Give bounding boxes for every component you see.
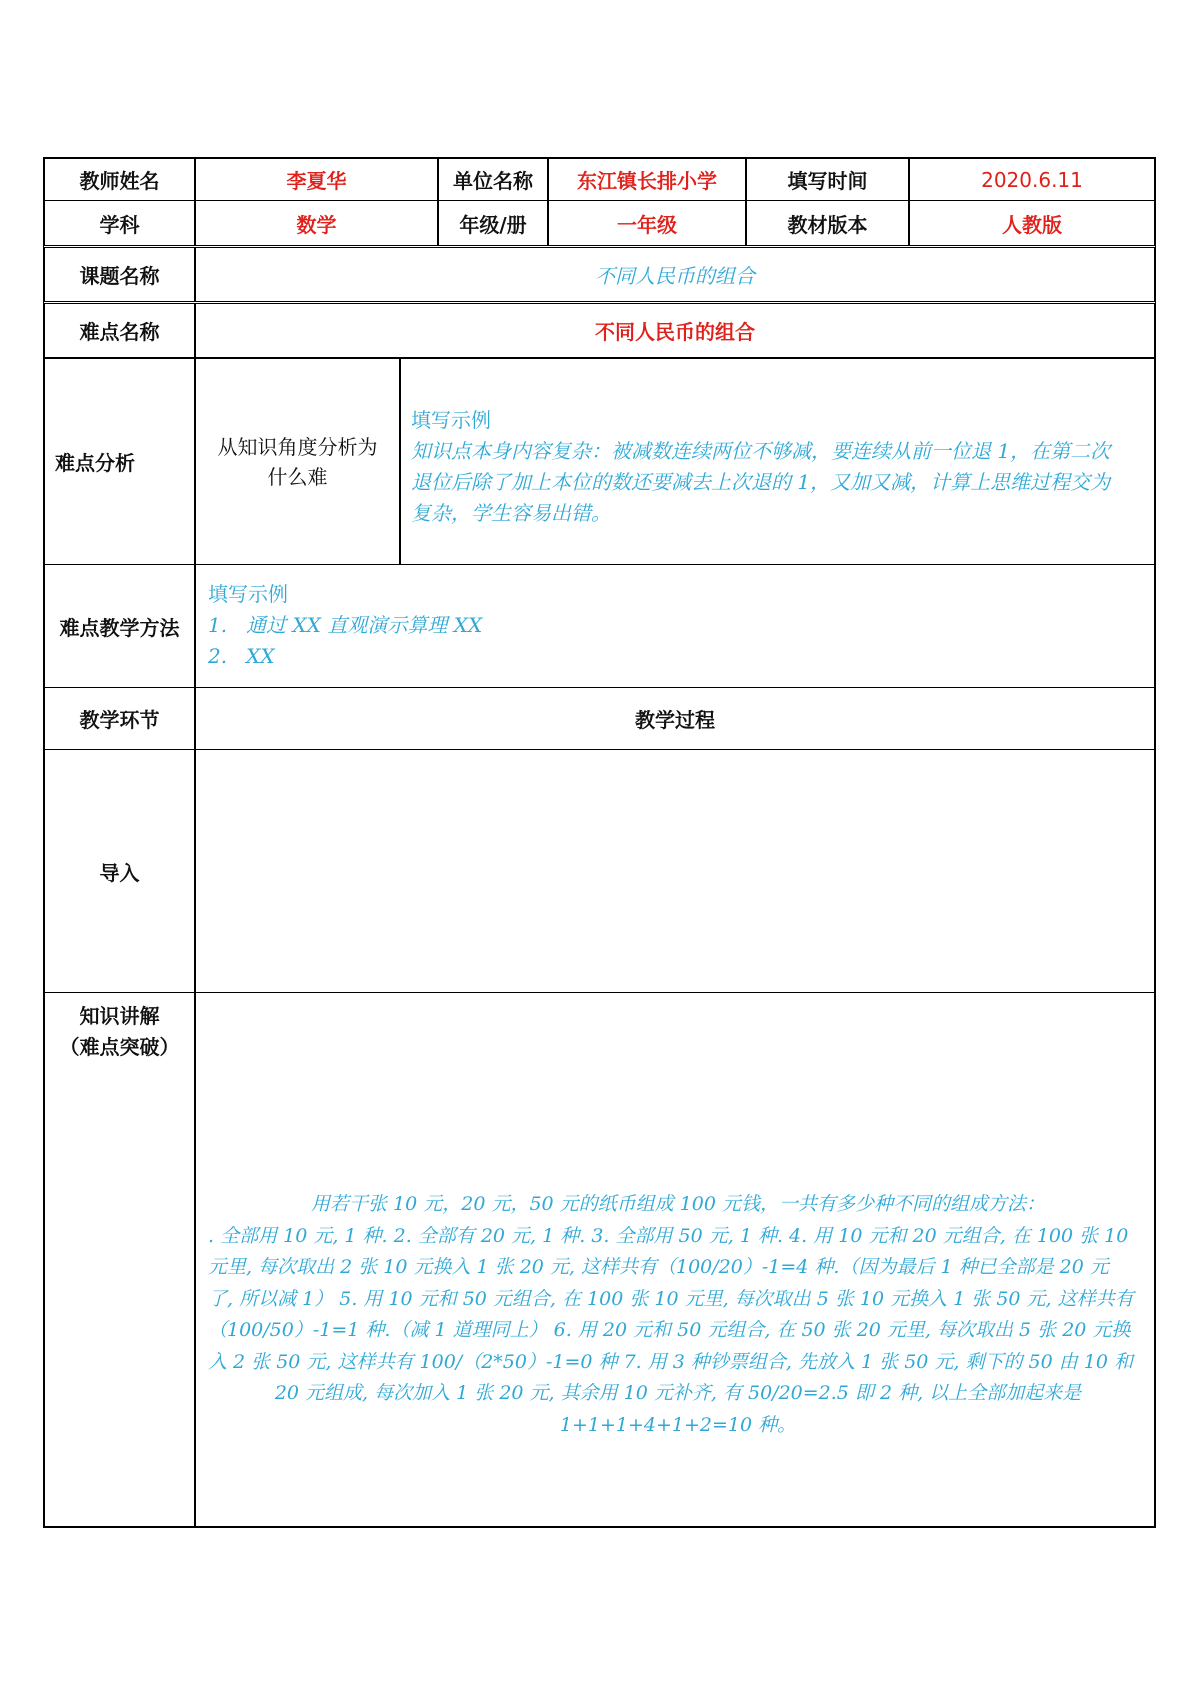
- analysis-line-1: 知识点本身内容复杂：被减数连续两位不够减，要连续从前一位退 1，在第二次: [411, 439, 1111, 463]
- analysis-line-3: 复杂，学生容易出错。: [411, 501, 611, 525]
- method-item-2: 2. XX: [208, 644, 275, 668]
- knowledge-line-2: . 全部用 10 元, 1 种. 2. 全部有 20 元, 1 种. 3. 全部用 50 元, 1 种. 4. 用 10 元和 20 元组合, 在 100 张 10: [208, 1224, 1129, 1247]
- grade-label: 年级/册: [459, 212, 527, 237]
- intro-row: [43, 749, 1156, 992]
- info-row-2: [43, 200, 1156, 245]
- topic-value: 不同人民币的组合: [595, 264, 755, 288]
- grade-value: 一年级: [617, 212, 677, 237]
- difficulty-row: [43, 301, 1156, 357]
- analysis-row: [43, 357, 1156, 564]
- date-label: 填写时间: [787, 169, 868, 193]
- difficulty-label: 难点名称: [79, 320, 160, 344]
- process-stage-label: 教学环节: [79, 708, 160, 732]
- method-label: 难点教学方法: [59, 615, 180, 640]
- lesson-plan-table: [43, 157, 1156, 1528]
- knowledge-line-4: 了, 所以减 1） 5. 用 10 元和 50 元组合, 在 100 张 10 元里, 每次取出 5 张 10 元换入 1 张 50 元, 这样共有: [208, 1287, 1134, 1310]
- knowledge-label-line-2: （难点突破）: [59, 1035, 180, 1059]
- analysis-sublabel: [196, 359, 399, 564]
- knowledge-line-3: 元里, 每次取出 2 张 10 元换入 1 张 20 元, 这样共有（100/20）-1=4 种.（因为最后 1 种已全部是 20 元: [208, 1256, 1109, 1278]
- knowledge-line-6: 入 2 张 50 元, 这样共有 100/（2*50）-1=0 种 7. 用 3 种钞票组合, 先放入 1 张 50 元, 剩下的 50 由 10 和: [208, 1350, 1133, 1373]
- subject-label: 学科: [99, 212, 140, 237]
- process-header-row: [43, 687, 1156, 749]
- method-item-1: 1. 通过 XX 直观演示算理 XX: [208, 613, 483, 637]
- teacher-label: 教师姓名: [79, 169, 160, 193]
- knowledge-content: [208, 1189, 1148, 1441]
- knowledge-line-8: 1+1+1+4+1+2=10 种。: [559, 1413, 797, 1436]
- analysis-sublabel-line-2: 什么难: [267, 464, 328, 489]
- info-row-1: [43, 157, 1156, 200]
- edition-label: 教材版本: [787, 212, 868, 237]
- knowledge-line-7: 20 元组成, 每次加入 1 张 20 元, 其余用 10 元补齐, 有 50/20=2.5 即 2 种, 以上全部加起来是: [274, 1382, 1082, 1404]
- difficulty-value: 不同人民币的组合: [595, 320, 755, 344]
- teacher-name: 李夏华: [286, 169, 347, 193]
- method-example: [208, 579, 1148, 672]
- date-value: 2020.6.11: [981, 167, 1083, 192]
- subject-value: 数学: [296, 212, 337, 237]
- unit-name: 东江镇长排小学: [577, 169, 717, 193]
- knowledge-line-1: 用若干张 10 元，20 元，50 元的纸币组成 100 元钱，一共有多少种不同的组成方法：: [310, 1193, 1046, 1215]
- knowledge-label-line-1: 知识讲解: [79, 1004, 160, 1028]
- knowledge-line-5: （100/50）-1=1 种.（减 1 道理同上） 6. 用 20 元和 50 元组合, 在 50 张 20 元里, 每次取出 5 张 20 元换: [208, 1319, 1131, 1341]
- intro-label: 导入: [99, 860, 140, 885]
- analysis-example-title: 填写示例: [411, 408, 491, 432]
- unit-label: 单位名称: [453, 169, 533, 193]
- edition-value: 人教版: [1002, 212, 1062, 237]
- method-example-title: 填写示例: [208, 582, 288, 606]
- topic-label: 课题名称: [79, 264, 160, 288]
- process-header-title: 教学过程: [635, 708, 715, 732]
- analysis-line-2: 退位后除了加上本位的数还要减去上次退的 1，又加又减，计算上思维过程交为: [411, 470, 1111, 494]
- method-row: [43, 564, 1156, 687]
- analysis-label: 难点分析: [55, 451, 135, 475]
- analysis-example: [411, 405, 1150, 529]
- intro-content: [196, 750, 1154, 992]
- knowledge-row: [43, 992, 1156, 1528]
- analysis-sublabel-line-1: 从知识角度分析为: [217, 434, 378, 459]
- topic-row: [43, 245, 1156, 301]
- knowledge-label: [45, 1001, 194, 1063]
